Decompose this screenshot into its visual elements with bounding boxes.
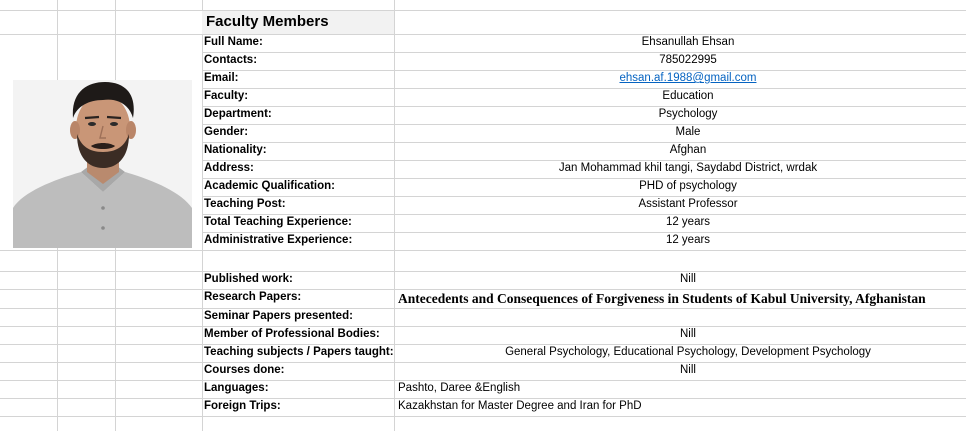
field-label: Total Teaching Experience: bbox=[204, 216, 352, 228]
field-label: Courses done: bbox=[204, 364, 285, 376]
field-label: Administrative Experience: bbox=[204, 234, 353, 246]
field-value[interactable]: Male bbox=[675, 126, 701, 138]
grid-row-line bbox=[202, 124, 966, 125]
field-value[interactable]: PHD of psychology bbox=[639, 180, 737, 192]
field-label: Nationality: bbox=[204, 144, 267, 156]
field-label: Published work: bbox=[204, 273, 293, 285]
faculty-photo bbox=[13, 80, 192, 248]
field-value[interactable]: Pashto, Daree &English bbox=[398, 382, 521, 394]
grid-row-line bbox=[202, 142, 966, 143]
grid-row-line bbox=[202, 214, 966, 215]
field-value[interactable]: Assistant Professor bbox=[638, 198, 738, 210]
grid-column-line bbox=[202, 0, 203, 431]
field-value[interactable]: Psychology bbox=[658, 108, 718, 120]
field-label: Gender: bbox=[204, 126, 249, 138]
page-title: Faculty Members bbox=[206, 13, 329, 30]
faculty-photo-image bbox=[13, 80, 192, 248]
field-label: Academic Qualification: bbox=[204, 180, 336, 192]
grid-row-line bbox=[202, 160, 966, 161]
field-label: Teaching subjects / Papers taught: bbox=[204, 346, 394, 358]
field-label: Member of Professional Bodies: bbox=[204, 328, 380, 340]
email-link[interactable]: ehsan.af.1988@gmail.com bbox=[619, 72, 757, 84]
field-label: Seminar Papers presented: bbox=[204, 310, 353, 322]
grid-row-line bbox=[202, 232, 966, 233]
grid-row-line bbox=[202, 178, 966, 179]
field-value[interactable]: 785022995 bbox=[659, 54, 717, 66]
field-value[interactable]: General Psychology, Educational Psychology, Development Psychology bbox=[505, 346, 871, 358]
grid-row-line bbox=[0, 271, 966, 272]
field-value[interactable]: 12 years bbox=[665, 216, 711, 228]
grid-row-line bbox=[0, 326, 966, 327]
field-label: Contacts: bbox=[204, 54, 258, 66]
email-value bbox=[396, 72, 966, 84]
field-value[interactable]: Education bbox=[662, 90, 714, 102]
grid-row-line bbox=[202, 196, 966, 197]
grid-row-line bbox=[202, 70, 966, 71]
field-value[interactable]: Nill bbox=[680, 273, 696, 285]
field-label: Full Name: bbox=[204, 36, 263, 48]
field-label: Department: bbox=[204, 108, 272, 120]
grid-row-line bbox=[0, 289, 966, 290]
field-label: Faculty: bbox=[204, 90, 249, 102]
field-value[interactable]: Nill bbox=[680, 328, 696, 340]
field-value[interactable]: Jan Mohammad khil tangi, Saydabd District, wrdak bbox=[558, 162, 818, 174]
grid-row-line bbox=[0, 344, 966, 345]
grid-row-line bbox=[0, 398, 966, 399]
grid-column-line bbox=[394, 0, 395, 431]
grid-row-line bbox=[0, 380, 966, 381]
grid-row-line bbox=[202, 106, 966, 107]
grid-row-line bbox=[0, 250, 966, 251]
field-value[interactable]: Kazakhstan for Master Degree and Iran for PhD bbox=[398, 400, 642, 412]
field-value[interactable]: 12 years bbox=[665, 234, 711, 246]
field-label: Languages: bbox=[204, 382, 269, 394]
field-value[interactable]: Nill bbox=[680, 364, 696, 376]
grid-row-line bbox=[202, 88, 966, 89]
field-label: Address: bbox=[204, 162, 254, 174]
field-value[interactable]: Ehsanullah Ehsan bbox=[641, 36, 735, 48]
grid-row-line bbox=[0, 362, 966, 363]
grid-row-line bbox=[0, 416, 966, 417]
grid-row-line bbox=[0, 308, 966, 309]
field-value[interactable]: Afghan bbox=[669, 144, 707, 156]
field-label: Teaching Post: bbox=[204, 198, 286, 210]
research-paper-value[interactable]: Antecedents and Consequences of Forgiveness in Students of Kabul University, Afghanistan bbox=[398, 291, 926, 306]
grid-row-line bbox=[202, 52, 966, 53]
field-label: Email: bbox=[204, 72, 239, 84]
grid-row-line bbox=[0, 34, 966, 35]
field-label: Research Papers: bbox=[204, 291, 302, 303]
grid-row-line bbox=[0, 10, 966, 11]
field-label: Foreign Trips: bbox=[204, 400, 281, 412]
